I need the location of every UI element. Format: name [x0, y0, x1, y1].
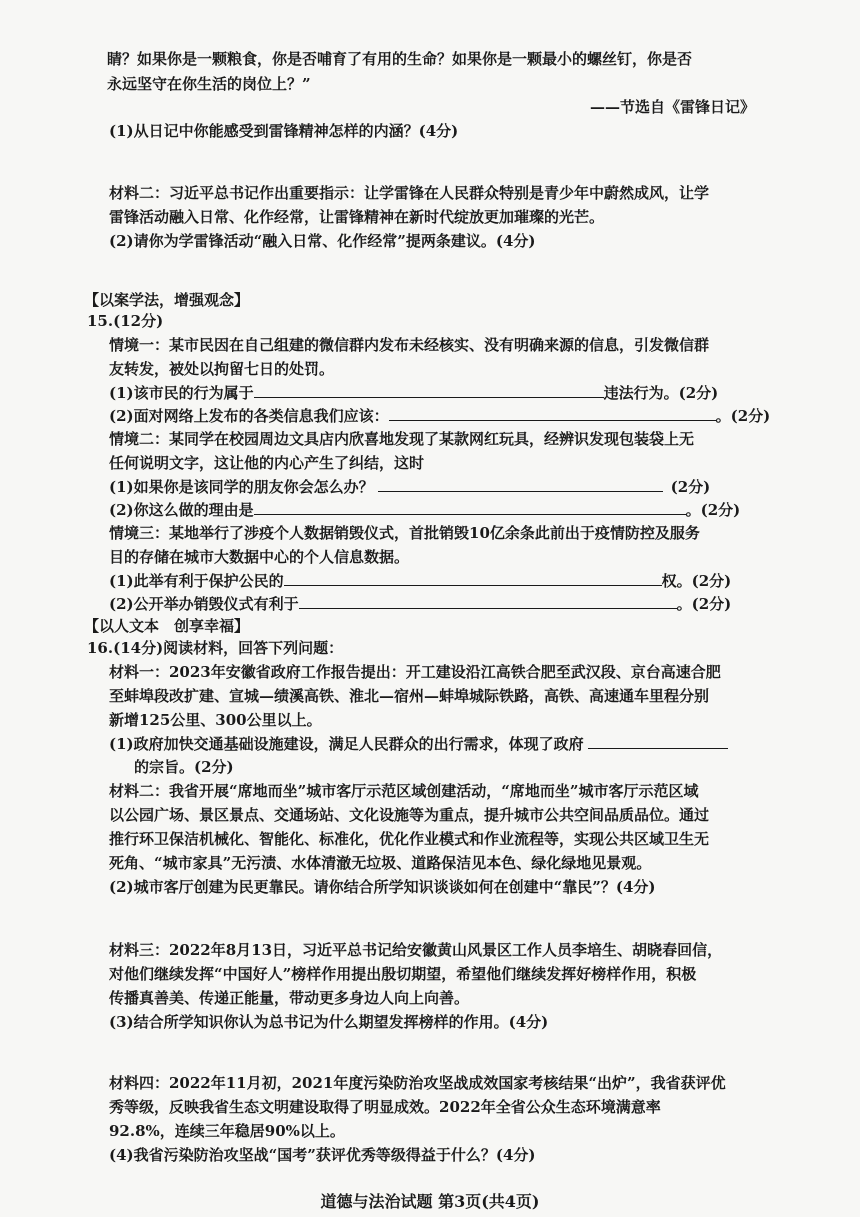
answer-blank[interactable] — [378, 477, 663, 492]
material-1-line-2: 至蚌埠段改扩建、宣城—绩溪高铁、淮北—宿州—蚌埠城际铁路，高铁、高速通车里程分别 — [109, 687, 710, 705]
material-3-line-2: 对他们继续发挥“中国好人”榜样作用提出殷切期望，希望他们继续发挥好榜样作用，积极 — [109, 965, 697, 983]
material-1-line-1: 材料一：2023年安徽省政府工作报告提出：开工建设沿江高铁合肥至武汉段、京台高速合肥 — [109, 663, 721, 681]
question-15-2-2 — [109, 500, 740, 520]
question-15-1-1 — [109, 383, 718, 403]
diary-source: ——节选自《雷锋日记》 — [590, 98, 756, 116]
question-16-1 — [109, 734, 728, 754]
diary-line-1: 睛？如果你是一颗粮食，你是否哺育了有用的生命？如果你是一颗最小的螺丝钉，你是否 — [107, 50, 693, 68]
material-4-line-3: 92.8%，连续三年稳居90%以上。 — [109, 1122, 345, 1140]
question-15-number: 15.(12分) — [87, 312, 164, 330]
scenario-2-line-1: 情境二：某同学在校园周边文具店内欣喜地发现了某款网红玩具，经辨识发现包装袋上无 — [109, 430, 695, 448]
question-15-1-2 — [109, 406, 770, 426]
material-4-line-2: 秀等级，反映我省生态文明建设取得了明显成效。2022年全省公众生态环境满意率 — [109, 1098, 661, 1116]
answer-blank[interactable] — [254, 383, 604, 398]
question-15-1-1-text: (1)该市民的行为属于 — [109, 384, 254, 402]
answer-blank[interactable] — [284, 571, 662, 586]
answer-blank[interactable] — [389, 406, 716, 421]
material-2-16-line-1: 材料二：我省开展“席地而坐”城市客厅示范区域创建活动，“席地而坐”城市客厅示范区域 — [109, 782, 699, 800]
question-15-1-2-tail: 。(2分) — [715, 407, 771, 425]
scenario-1-line-1: 情境一：某市民因在自己组建的微信群内发布未经核实、没有明确来源的信息，引发微信群 — [109, 336, 710, 354]
question-16-1-text: (1)政府加快交通基础设施建设，满足人民群众的出行需求，体现了政府 — [109, 735, 584, 753]
diary-line-2: 永远坚守在你生活的岗位上？” — [107, 75, 311, 93]
question-16-3: (3)结合所学知识你认为总书记为什么期望发挥榜样的作用。(4分) — [109, 1013, 549, 1031]
question-15-1-2-text: (2)面对网络上发布的各类信息我们应该： — [109, 407, 389, 425]
question-15-3-1 — [109, 571, 731, 591]
material-4-line-1: 材料四：2022年11月初，2021年度污染防治攻坚战成效国家考核结果“出炉”，我省获评优 — [109, 1074, 726, 1092]
question-15-2-2-tail: 。(2分) — [685, 501, 741, 519]
material-2-16-line-3: 推行环卫保洁机械化、智能化、标准化，优化作业模式和作业流程等，实现公共区域卫生无 — [109, 830, 710, 848]
question-15-2-1-text: (1)如果你是该同学的朋友你会怎么办？ — [109, 478, 374, 496]
question-15-2-1-tail: (2分) — [670, 478, 711, 496]
question-15-3-2 — [109, 594, 731, 614]
question-16-intro: 16.(14分)阅读材料，回答下列问题： — [87, 639, 344, 657]
material-2-line-1: 材料二：习近平总书记作出重要指示：让学雷锋在人民群众特别是青少年中蔚然成风，让学 — [109, 184, 710, 202]
answer-blank[interactable] — [588, 734, 728, 749]
scenario-3-line-2: 目的存储在城市大数据中心的个人信息数据。 — [109, 548, 410, 566]
question-15-3-1-text: (1)此举有利于保护公民的 — [109, 572, 284, 590]
material-2-16-line-4: 死角、“城市家具”无污渍、水体清澈无垃圾、道路保洁见本色、绿化绿地见景观。 — [109, 854, 652, 872]
question-16-2: (2)城市客厅创建为民更靠民。请你结合所学知识谈谈如何在创建中“靠民”？(4分) — [109, 878, 656, 896]
section-heading-1: 【以案学法，增强观念】 — [84, 291, 250, 309]
scenario-1-line-2: 友转发，被处以拘留七日的处罚。 — [109, 360, 335, 378]
section-heading-2: 【以人文本 创享幸福】 — [84, 617, 250, 635]
question-14-1: (1)从日记中你能感受到雷锋精神怎样的内涵？(4分) — [109, 122, 459, 140]
question-16-1-tail: 的宗旨。(2分) — [134, 758, 234, 776]
question-16-4: (4)我省污染防治攻坚战“国考”获评优秀等级得益于什么？(4分) — [109, 1146, 536, 1164]
scenario-3-line-1: 情境三：某地举行了涉疫个人数据销毁仪式，首批销毁10亿余条此前出于疫情防控及服务 — [109, 524, 700, 542]
material-1-line-3: 新增125公里、300公里以上。 — [109, 711, 322, 729]
scenario-2-line-2: 任何说明文字，这让他的内心产生了纠结，这时 — [109, 454, 425, 472]
material-2-16-line-2: 以公园广场、景区景点、交通场站、文化设施等为重点，提升城市公共空间品质品位。通过 — [109, 806, 710, 824]
question-15-3-1-tail: 权。(2分) — [661, 572, 732, 590]
question-15-3-2-tail: 。(2分) — [676, 595, 732, 613]
material-3-line-1: 材料三：2022年8月13日，习近平总书记给安徽黄山风景区工作人员李培生、胡晓春回信， — [109, 941, 723, 959]
answer-blank[interactable] — [254, 500, 686, 515]
material-3-line-3: 传播真善美、传递正能量，带动更多身边人向上向善。 — [109, 989, 470, 1007]
question-14-2: (2)请你为学雷锋活动“融入日常、化作经常”提两条建议。(4分) — [109, 232, 536, 250]
page-footer: 道德与法治试题 第3页(共4页) — [320, 1192, 540, 1211]
answer-blank[interactable] — [299, 594, 677, 609]
question-15-2-1 — [109, 477, 710, 497]
question-15-2-2-text: (2)你这么做的理由是 — [109, 501, 254, 519]
question-15-1-1-tail: 违法行为。(2分) — [603, 384, 719, 402]
material-2-line-2: 雷锋活动融入日常、化作经常，让雷锋精神在新时代绽放更加璀璨的光芒。 — [109, 208, 605, 226]
question-15-3-2-text: (2)公开举办销毁仪式有利于 — [109, 595, 299, 613]
